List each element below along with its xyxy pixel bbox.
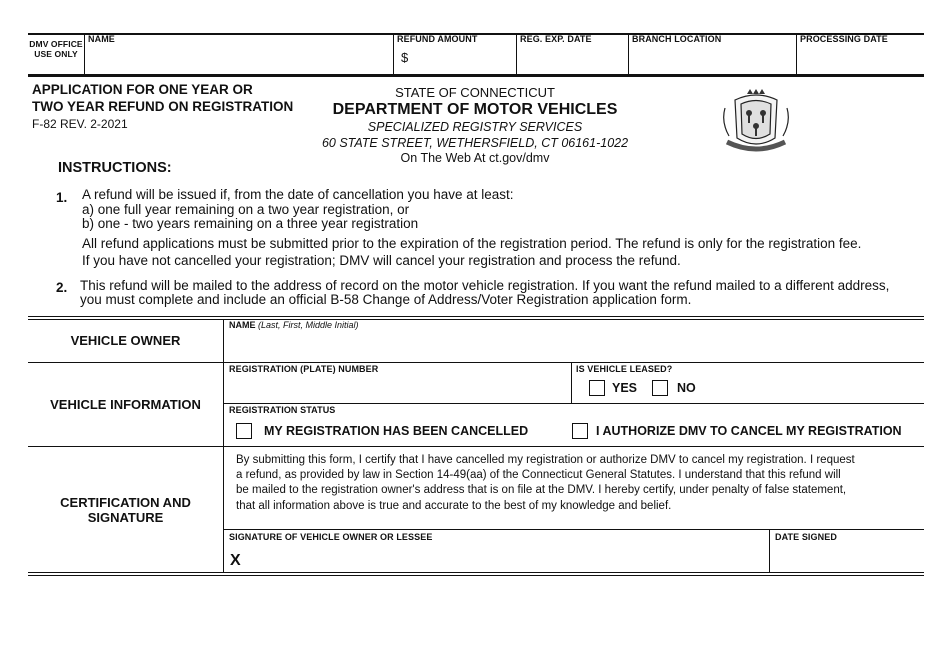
instruction-1-line: A refund will be issued if, from the date of cancellation you have at least: [82,187,514,202]
agency-address: 60 STATE STREET, WETHERSFIELD, CT 06161-1022 [321,136,629,150]
division-name: SPECIALIZED REGISTRY SERVICES [367,120,583,134]
signature-x-mark: X [230,552,241,569]
form-title-line2: TWO YEAR REFUND ON REGISTRATION [32,99,294,114]
instruction-1-line: b) one - two years remaining on a three year registration [82,216,419,231]
certification-text-line: that all information above is true and accurate to the best of my knowledge and belief. [236,499,672,512]
state-seal-icon [715,86,797,158]
registration-cancelled-label: MY REGISTRATION HAS BEEN CANCELLED [264,424,529,438]
authorize-cancel-label: I AUTHORIZE DMV TO CANCEL MY REGISTRATION [596,424,902,438]
agency-website: On The Web At ct.gov/dmv [400,151,550,165]
processing-date-field[interactable]: PROCESSING DATE [800,34,888,44]
form-number: F-82 REV. 2-2021 [32,117,128,131]
certification-heading-line2: SIGNATURE [87,510,164,525]
instruction-2 [80,279,889,307]
vehicle-information-heading: VEHICLE INFORMATION [50,397,201,412]
certification-text-line: By submitting this form, I certify that I have cancelled my registration or authorize DMV to cancel my registration. I request [236,454,855,466]
instruction-2-line: you must complete and include an official B-58 Change of Address/Voter Registration application form. [80,292,692,307]
certification-heading [28,495,223,525]
owner-name-field[interactable] [229,320,359,330]
owner-name-hint: (Last, First, Middle Initial) [258,320,359,330]
agency-header [300,85,650,166]
vehicle-owner-heading: VEHICLE OWNER [70,333,181,348]
registration-cancelled-checkbox[interactable] [236,423,252,439]
branch-location-field[interactable]: BRANCH LOCATION [632,34,722,44]
certification-text-line: be mailed to the registration owner's address that is on file at the DMV. I hereby certify, under penalty of false statement, [236,484,847,497]
department-name: DEPARTMENT OF MOTOR VEHICLES [332,101,618,118]
instruction-1-line: All refund applications must be submitted prior to the expiration of the registration period. The refund is only for the registration fee. [82,235,862,251]
instruction-1-line: If you have not cancelled your registration; DMV will cancel your registration and process the refund. [82,252,681,268]
instruction-1-line: a) one full year remaining on a two year registration, or [82,201,410,217]
plate-number-field[interactable]: REGISTRATION (PLATE) NUMBER [229,364,379,374]
leased-no-checkbox[interactable] [652,380,668,396]
form-title [32,81,293,115]
state-name: STATE OF CONNECTICUT [395,85,555,100]
signature-field[interactable]: SIGNATURE OF VEHICLE OWNER OR LESSEE [229,532,433,542]
authorize-cancel-checkbox[interactable] [572,423,588,439]
instruction-2-line: This refund will be mailed to the address of record on the motor vehicle registration. If you want the refund mailed to a different address, [80,278,890,293]
date-signed-field[interactable]: DATE SIGNED [775,532,837,542]
registration-status-label: REGISTRATION STATUS [229,405,336,415]
instruction-2-number: 2. [56,280,68,295]
form-title-line1: APPLICATION FOR ONE YEAR OR [32,82,253,97]
certification-text-line: a refund, as provided by law in Section 14-49(aa) of the Connecticut General Statutes. I understand that this refund will [236,469,841,482]
owner-name-label: NAME [229,320,256,330]
certification-heading-line1: CERTIFICATION AND [60,495,191,510]
is-leased-label: IS VEHICLE LEASED? [576,364,673,374]
certification-text [236,453,855,514]
instructions-heading: INSTRUCTIONS: [58,160,172,176]
instruction-1-number: 1. [56,190,68,205]
office-name-field[interactable]: NAME [88,34,115,44]
leased-yes-label: YES [612,381,638,395]
reg-exp-date-field[interactable]: REG. EXP. DATE [520,34,592,44]
refund-amount-field[interactable]: REFUND AMOUNT [397,34,478,44]
dmv-office-use-label: DMV OFFICE USE ONLY [29,39,83,59]
dollar-sign: $ [401,50,409,65]
leased-yes-checkbox[interactable] [589,380,605,396]
instruction-1 [82,188,861,269]
leased-no-label: NO [677,381,696,395]
